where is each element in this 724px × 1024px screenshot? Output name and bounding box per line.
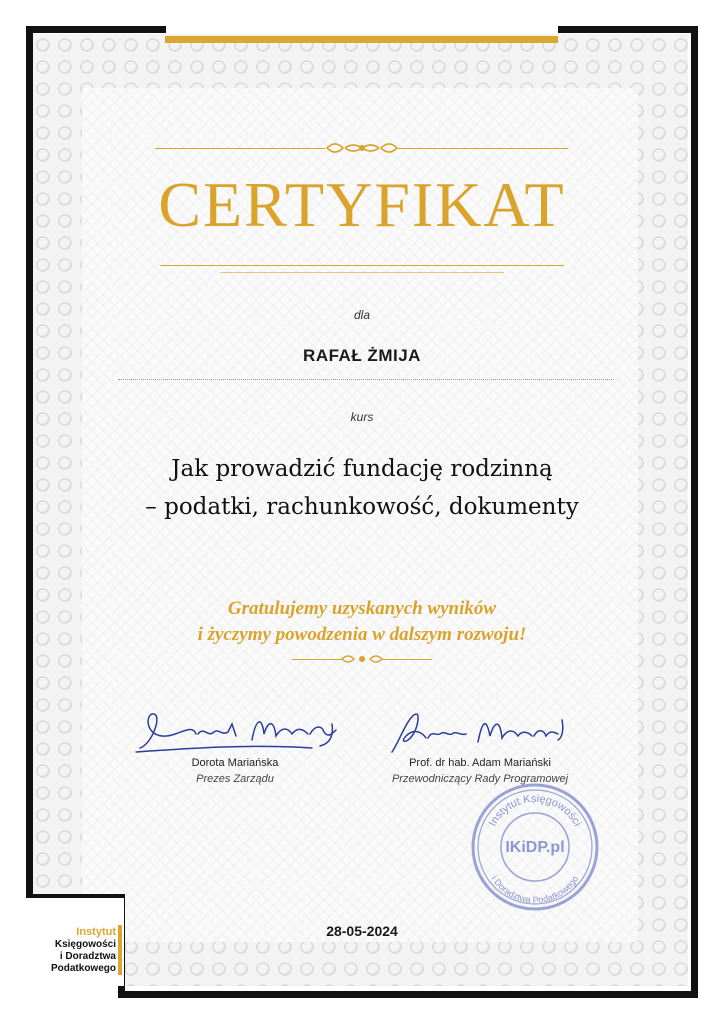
logo-line-3: i Doradztwa — [59, 951, 116, 962]
signatory-2-name: Prof. dr hab. Adam Mariański — [409, 757, 551, 769]
stamp-ring-bottom-text: i Doradztwa Podatkowego — [489, 873, 581, 906]
ornament-line-left — [155, 148, 325, 149]
logo-accent-bar — [118, 925, 122, 975]
congratulations-text — [0, 596, 724, 648]
title-underline-2 — [220, 272, 504, 273]
recipient-name: RAFAŁ ŻMIJA — [303, 346, 421, 365]
signatory-1-name: Dorota Mariańska — [191, 757, 279, 769]
congratulations-line-1: Gratulujemy uzyskanych wyników — [227, 598, 497, 619]
top-ornament-icon — [325, 138, 399, 158]
logo-line-4: Podatkowego — [50, 963, 116, 974]
signatory-2-role: Przewodniczący Rady Programowej — [391, 773, 569, 785]
frame-line-top-right — [558, 26, 698, 33]
frame-line-top-left — [26, 26, 166, 33]
top-gold-bar — [165, 36, 558, 43]
institute-logo — [0, 898, 124, 986]
course-label: kurs — [350, 410, 374, 424]
course-title-line-1: Jak prowadzić fundację rodzinną — [171, 456, 553, 482]
issue-date: 28-05-2024 — [326, 923, 398, 939]
name-dotted-line — [118, 379, 614, 380]
bottom-ornament-line-right — [382, 659, 432, 660]
title-underline-1 — [160, 265, 564, 266]
for-label: dla — [353, 308, 370, 322]
signature-adam-image — [386, 706, 576, 762]
signatory-1-role: Prezes Zarządu — [196, 773, 274, 785]
stamp-ring-top-text: Instytut Księgowości — [486, 792, 584, 829]
ornament-line-right — [398, 148, 568, 149]
svg-text:Instytut Księgowości — [487, 793, 584, 829]
course-title-line-2: – podatki, rachunkowość, dokumenty — [145, 494, 579, 520]
course-title — [0, 450, 724, 526]
logo-line-2: Księgowości — [54, 939, 116, 950]
bottom-ornament-icon — [340, 652, 384, 666]
stamp-center-text: IKiDP.pl — [505, 839, 565, 856]
institute-stamp-icon — [470, 782, 600, 912]
congratulations-line-2: i życzymy powodzenia w dalszym rozwoju! — [197, 624, 527, 645]
signature-dorota-image — [132, 704, 342, 760]
certificate-title: CERTYFIKAT — [158, 169, 566, 240]
logo-line-1: Instytut — [76, 926, 116, 938]
bottom-ornament-line-left — [292, 659, 342, 660]
frame-line-bottom — [118, 991, 698, 998]
